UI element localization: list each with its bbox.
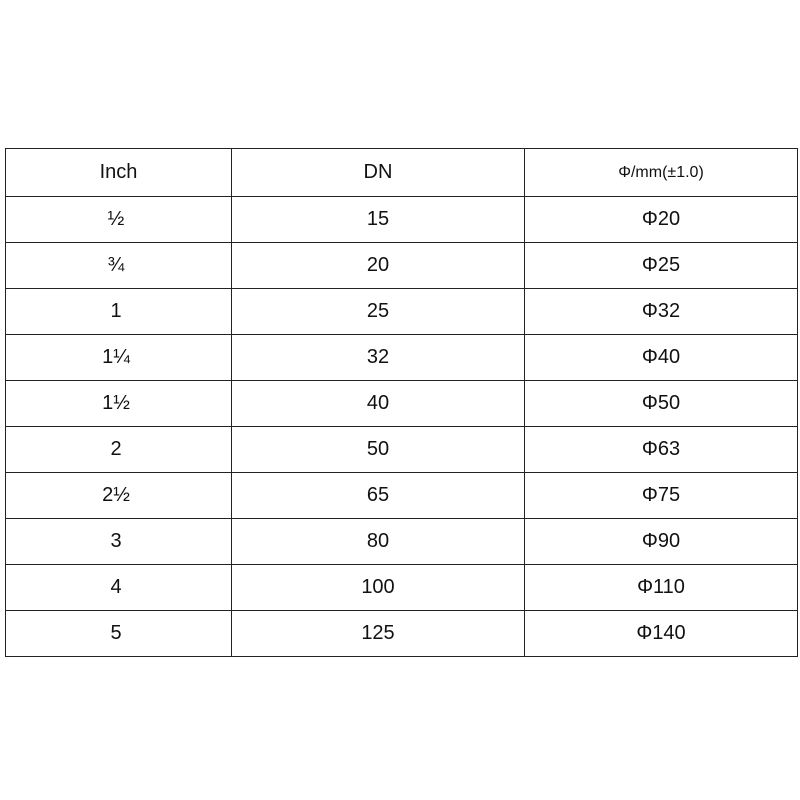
table-row: [6, 519, 798, 565]
cell-dn: 50: [232, 427, 525, 473]
cell-dn: 25: [232, 289, 525, 335]
cell-inch: 1¼: [6, 335, 232, 381]
cell-dn: 20: [232, 243, 525, 289]
cell-dn: 100: [232, 565, 525, 611]
cell-diameter: Φ90: [525, 519, 798, 565]
header-inch: Inch: [6, 149, 232, 197]
cell-diameter: Φ140: [525, 611, 798, 657]
cell-inch: ½: [6, 197, 232, 243]
cell-inch: 2½: [6, 473, 232, 519]
table-header-row: [6, 149, 798, 197]
cell-diameter: Φ32: [525, 289, 798, 335]
cell-dn: 32: [232, 335, 525, 381]
cell-inch: 2: [6, 427, 232, 473]
cell-diameter: Φ40: [525, 335, 798, 381]
pipe-size-table: [5, 148, 798, 657]
cell-diameter: Φ20: [525, 197, 798, 243]
pipe-size-table-container: [5, 148, 797, 657]
cell-diameter: Φ63: [525, 427, 798, 473]
cell-inch: ¾: [6, 243, 232, 289]
cell-dn: 125: [232, 611, 525, 657]
cell-dn: 65: [232, 473, 525, 519]
table-row: [6, 289, 798, 335]
cell-inch: 1: [6, 289, 232, 335]
cell-diameter: Φ110: [525, 565, 798, 611]
header-diameter: Φ/mm(±1.0): [525, 149, 798, 197]
cell-diameter: Φ50: [525, 381, 798, 427]
table-row: [6, 243, 798, 289]
cell-dn: 15: [232, 197, 525, 243]
cell-inch: 1½: [6, 381, 232, 427]
table-row: [6, 197, 798, 243]
table-row: [6, 473, 798, 519]
cell-inch: 5: [6, 611, 232, 657]
cell-dn: 80: [232, 519, 525, 565]
table-row: [6, 565, 798, 611]
table-row: [6, 335, 798, 381]
cell-diameter: Φ25: [525, 243, 798, 289]
cell-inch: 4: [6, 565, 232, 611]
table-row: [6, 427, 798, 473]
table-row: [6, 611, 798, 657]
cell-inch: 3: [6, 519, 232, 565]
cell-dn: 40: [232, 381, 525, 427]
table-row: [6, 381, 798, 427]
header-dn: DN: [232, 149, 525, 197]
cell-diameter: Φ75: [525, 473, 798, 519]
